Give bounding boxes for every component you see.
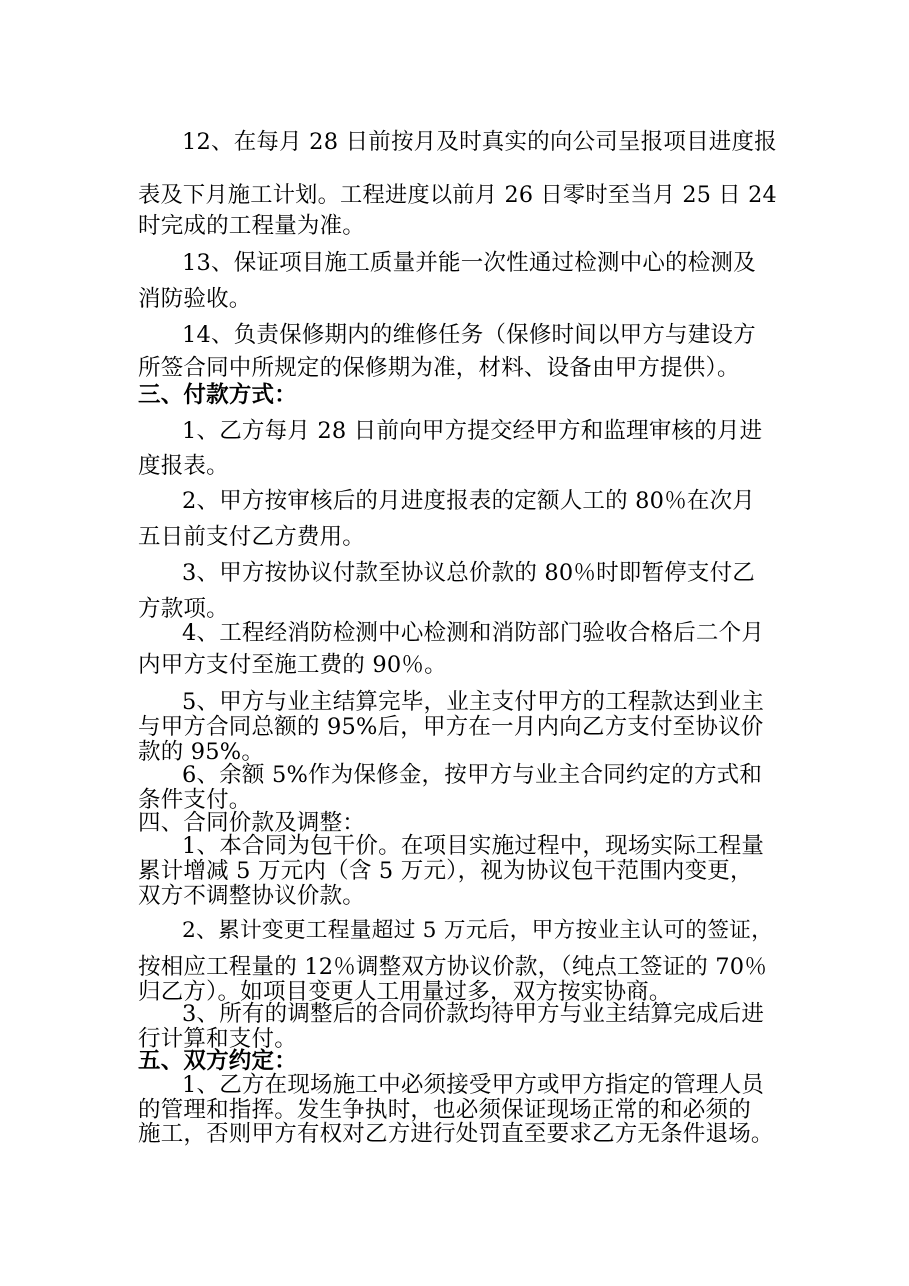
paragraph-line: 施工，否则甲方有权对乙方进行处罚直至要求乙方无条件退场。 — [138, 1121, 774, 1147]
paragraph-line: 五日前支付乙方费用。 — [138, 524, 366, 550]
paragraph-line: 4、工程经消防检测中心检测和消防部门验收合格后二个月 — [182, 620, 765, 646]
paragraph-line: 的管理和指挥。发生争执时，也必须保证现场正常的和必须的 — [138, 1097, 751, 1123]
paragraph-line: 表及下月施工计划。工程进度以前月 26 日零时至当月 25 日 24 — [138, 182, 777, 208]
paragraph-line: 2、累计变更工程量超过 5 万元后，甲方按业主认可的签证， — [182, 918, 774, 943]
paragraph-line: 2、甲方按审核后的月进度报表的定额人工的 80％在次月 — [182, 488, 755, 514]
paragraph-line: 1、乙方每月 28 日前向甲方提交经甲方和监理审核的月进 — [182, 418, 763, 444]
section-heading: 三、付款方式： — [138, 382, 297, 408]
paragraph-line: 6、余额 5%作为保修金，按甲方与业主合同约定的方式和 — [182, 762, 763, 788]
section-heading: 四、合同价款及调整： — [138, 810, 366, 836]
paragraph-line: 款的 95%。 — [138, 739, 265, 765]
paragraph-line: 14、负责保修期内的维修任务（保修时间以甲方与建设方 — [182, 322, 756, 348]
paragraph-line: 3、所有的调整后的合同价款均待甲方与业主结算完成后进 — [182, 1001, 765, 1027]
paragraph-line: 12、在每月 28 日前按月及时真实的向公司呈报项目进度报 — [182, 129, 777, 155]
paragraph-line: 5、甲方与业主结算完毕，业主支付甲方的工程款达到业主 — [182, 689, 765, 715]
paragraph-line: 时完成的工程量为准。 — [138, 213, 366, 239]
paragraph-line: 3、甲方按协议付款至协议总价款的 80％时即暂停支付乙 — [182, 560, 755, 586]
paragraph-line: 13、保证项目施工质量并能一次性通过检测中心的检测及 — [182, 250, 756, 276]
paragraph-line: 双方不调整协议价款。 — [138, 883, 366, 909]
paragraph-line: 度报表。 — [138, 453, 229, 479]
paragraph-line: 按相应工程量的 12％调整双方协议价款，（纯点工签证的 70％ — [138, 954, 768, 980]
paragraph-line: 条件支付。 — [138, 787, 252, 813]
paragraph-line: 所签合同中所规定的保修期为准，材料、设备由甲方提供）。 — [138, 355, 740, 381]
paragraph-line: 行计算和支付。 — [138, 1026, 297, 1052]
paragraph-line: 1、乙方在现场施工中必须接受甲方或甲方指定的管理人员 — [182, 1072, 765, 1098]
paragraph-line: 内甲方支付至施工费的 90％。 — [138, 652, 447, 678]
paragraph-line: 方款项。 — [138, 596, 229, 622]
paragraph-line: 归乙方）。如项目变更人工用量过多，双方按实协商。 — [138, 979, 672, 1005]
paragraph-line: 与甲方合同总额的 95%后，甲方在一月内向乙方支付至协议价 — [138, 714, 764, 740]
section-heading: 五、双方约定： — [138, 1048, 297, 1074]
paragraph-line: 1、本合同为包干价。在项目实施过程中，现场实际工程量 — [182, 833, 765, 859]
paragraph-line: 累计增减 5 万元内（含 5 万元），视为协议包干范围内变更， — [138, 858, 753, 884]
paragraph-line: 消防验收。 — [138, 286, 252, 312]
